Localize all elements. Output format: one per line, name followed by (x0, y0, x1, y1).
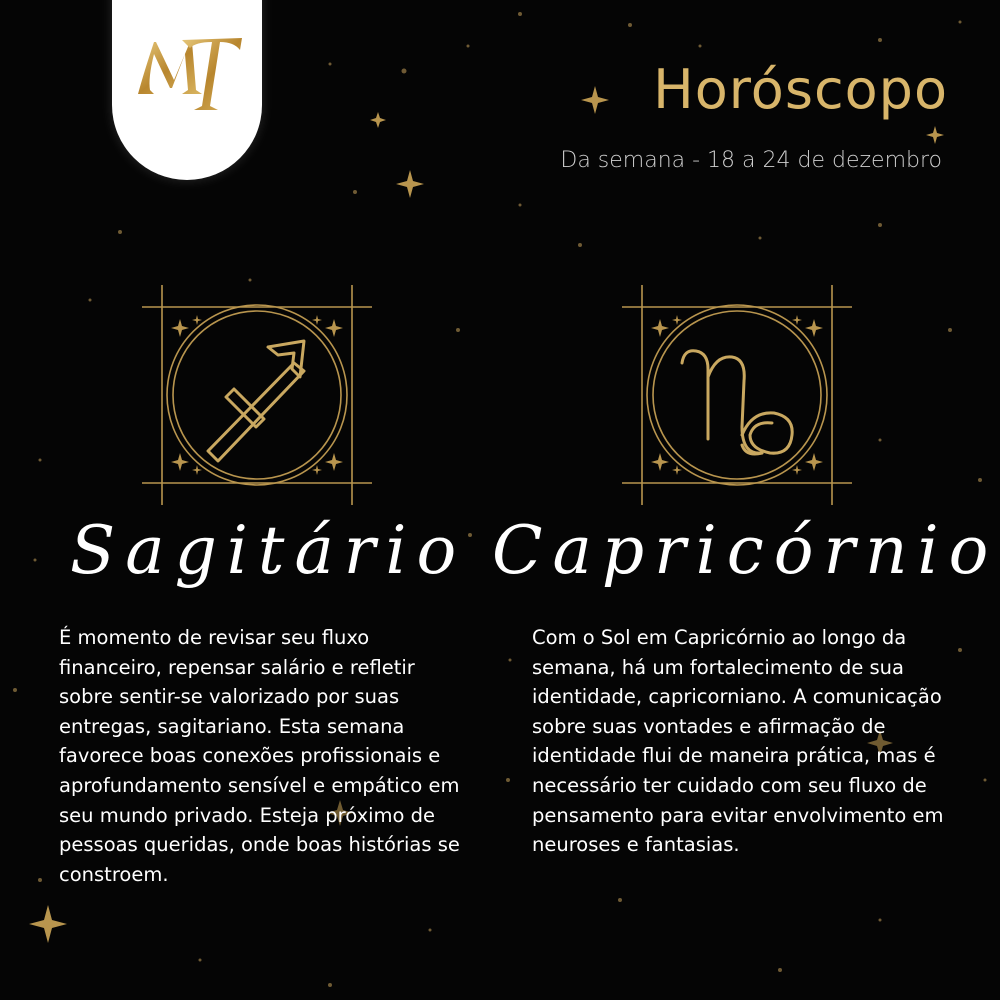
sagittarius-description: É momento de revisar seu fluxo financeiro, repensar salário e refletir sobre sentir-se valorizado por suas entregas, sagitariano. Esta semana favorece boas conexões profissionais e aprofundamento sensível e empático em seu mundo privado. Esteja próximo de pessoas queridas, onde boas histórias se constroem. (59, 626, 460, 886)
capricorn-description: Com o Sol em Capricórnio ao longo da semana, há um fortalecimento de sua identidade, capricorniano. A comunicação sobre suas vontades e afirmação de identidade flui de maneira prática, mas é necessário ter cuidado com seu fluxo de pensamento para evitar envolvimento em neuroses e fantasias. (532, 626, 944, 857)
page-title: Horóscopo (653, 58, 948, 121)
sagittarius-arrow-icon (208, 341, 304, 461)
capricorn-name: Capricórnio (492, 512, 999, 589)
week-subtitle: Da semana - 18 a 24 de dezembro (560, 148, 942, 173)
capricorn-glyph-icon (682, 351, 792, 454)
sagittarius-name: Sagitário (70, 512, 467, 589)
mt-monogram-logo (124, 32, 250, 122)
sagittarius-emblem (142, 285, 372, 505)
capricorn-emblem (622, 285, 852, 505)
brand-logo-tab (112, 0, 262, 180)
